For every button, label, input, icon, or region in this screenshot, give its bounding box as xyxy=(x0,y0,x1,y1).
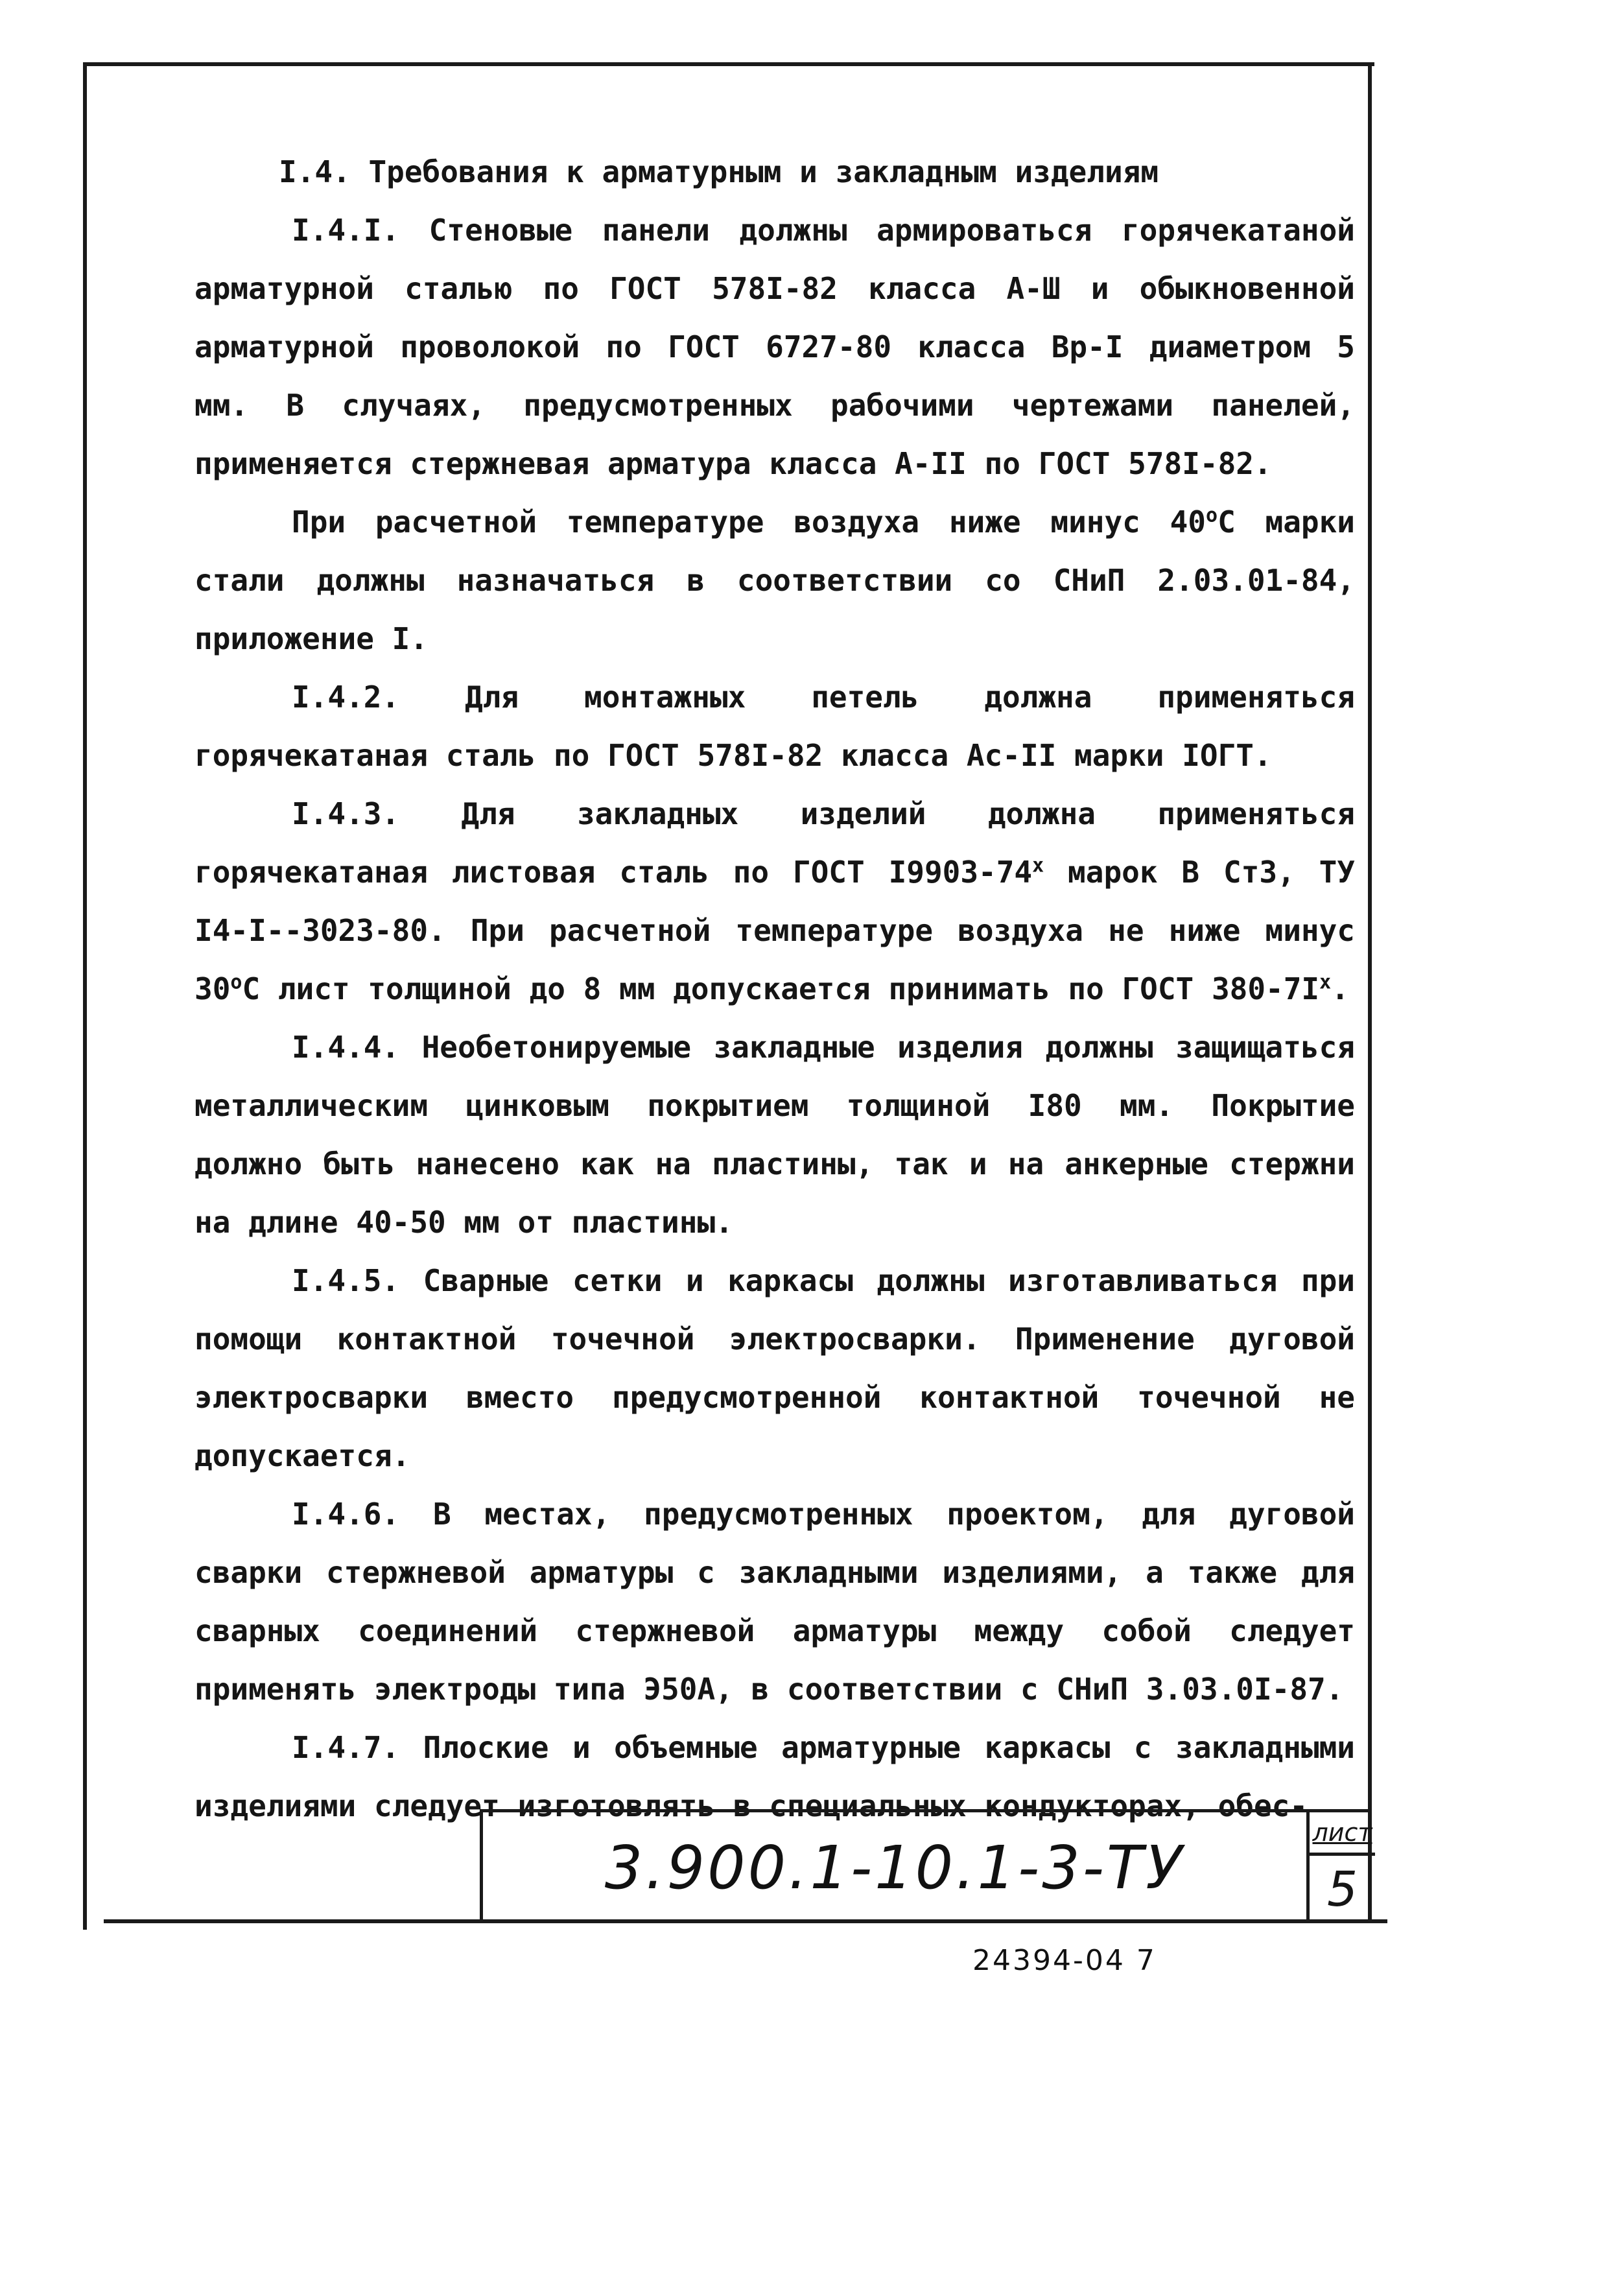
frame-right-line xyxy=(1368,62,1372,1923)
paragraph-1-4-6: I.4.6. В местах, предусмотренных проектом, для дуговой сварки стержневой арматуры с закладными изделиями, а также для сварных соединений стержневой арматуры между собой следует применять электроды типа Э50А, в соответствии с СНиП 3.03.0I-87. xyxy=(194,1497,1355,1707)
text-segment: марок В Ст3, ТУ I4-I--3023-80. При расчетной температуре воздуха не ниже минус 30 xyxy=(194,855,1355,1006)
document-code: 3.900.1-10.1-3-ТУ xyxy=(604,1832,1185,1902)
degree-mark: о xyxy=(1206,504,1218,527)
paragraph-temperature-note xyxy=(194,493,1355,668)
paragraph-1-4-3 xyxy=(194,785,1355,1018)
superscript-mark: х xyxy=(1319,971,1332,994)
paragraph-1-4-2: I.4.2. Для монтажных петель должна применяться горячекатаная сталь по ГОСТ 578I-82 класса Ас-II марки IОГТ. xyxy=(194,680,1355,773)
frame-left-line xyxy=(83,62,87,1930)
paragraph-1-4-4: I.4.4. Необетонируемые закладные изделия должны защищаться металлическим цинковым покрытием толщиной I80 мм. Покрытие должно быть нанесено как на пластины, так и на анкерные стержни на длине 40-50 мм от пластины. xyxy=(194,1030,1355,1240)
sheet-number: 5 xyxy=(1326,1861,1358,1917)
paragraph-1-4-5: I.4.5. Сварные сетки и каркасы должны изготавливаться при помощи контактной точечной электросварки. Применение дуговой электросварки вместо предусмотренной контактной точечной не допускается. xyxy=(194,1263,1355,1473)
title-block xyxy=(480,1809,1372,1923)
paragraph-1-4-1: I.4.I. Стеновые панели должны армироваться горячекатаной арматурной сталью по ГОСТ 578I-82 класса А-Ш и обыкновенной арматурной проволокой по ГОСТ 6727-80 класса Вр-I диаметром 5 мм. В случаях, предусмотренных рабочими чертежами панелей, применяется стержневая арматура класса А-II по ГОСТ 578I-82. xyxy=(194,213,1355,481)
paragraph-1-4-7: I.4.7. Плоские и объемные арматурные каркасы с закладными изделиями следует изготовлять в специальных кондукторах, обес- xyxy=(194,1730,1355,1823)
section-heading: I.4. Требования к арматурным и закладным изделиям xyxy=(279,154,1159,189)
document-body xyxy=(194,143,1355,1835)
sheet-label: лист xyxy=(1310,1812,1375,1856)
frame-top-line xyxy=(83,62,1374,66)
text-segment: I.4.3. Для закладных изделий должна применяться горячекатаная листовая сталь по ГОСТ I9903-74 xyxy=(194,796,1355,890)
degree-mark: о xyxy=(230,971,242,994)
text-segment: . xyxy=(1331,971,1349,1006)
text-segment: С лист толщиной до 8 мм допускается принимать по ГОСТ 380-7I xyxy=(242,971,1320,1006)
text-segment: При расчетной температуре воздуха ниже минус 40 xyxy=(292,504,1206,539)
text-segment: С марки стали должны назначаться в соответствии со СНиП 2.03.01-84, приложение I. xyxy=(194,504,1355,656)
superscript-mark: х xyxy=(1032,854,1044,877)
inventory-number: 24394-04 7 xyxy=(972,1944,1157,1977)
sheet-cell xyxy=(1306,1812,1375,1923)
